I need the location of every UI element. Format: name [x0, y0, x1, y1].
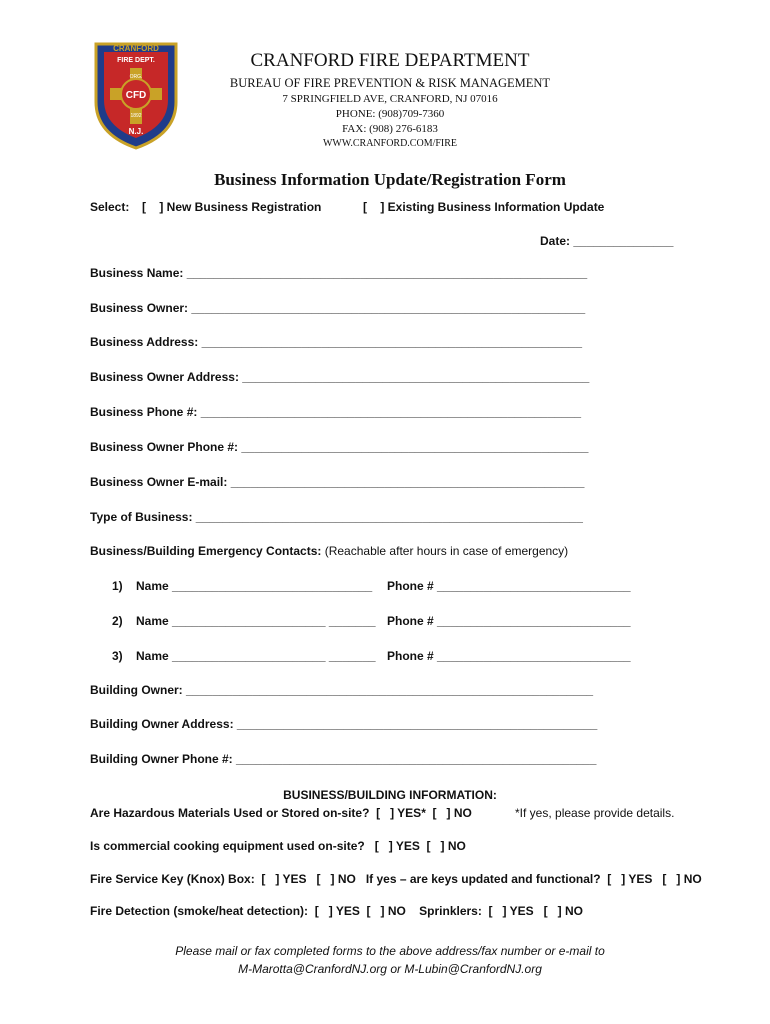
contact-3-name-field[interactable]: Name _______________________ _______: [136, 649, 376, 663]
building-info-heading: BUSINESS/BUILDING INFORMATION:: [283, 788, 497, 802]
business-owner-email-field[interactable]: Business Owner E-mail: _____________________________________________________: [90, 475, 585, 489]
footer-emails: M-Marotta@CranfordNJ.org or M-Lubin@CranfordNJ.org: [238, 962, 542, 976]
business-owner-field[interactable]: Business Owner: ___________________________________________________________: [90, 301, 586, 315]
contact-2-phone-field[interactable]: Phone # _____________________________: [387, 614, 631, 628]
department-website: WWW.CRANFORD.COM/FIRE: [322, 138, 458, 149]
department-fax: FAX: (908) 276-6183: [342, 123, 438, 135]
form-title: Business Information Update/Registration Form: [214, 170, 566, 189]
contact-1-phone-field[interactable]: Phone # _____________________________: [387, 579, 631, 593]
department-phone: PHONE: (908)709-7360: [335, 108, 445, 120]
contact-1-number: 1): [112, 579, 123, 593]
business-owner-phone-field[interactable]: Business Owner Phone #: ____________________________________________________: [90, 440, 589, 454]
knox-box-question[interactable]: Fire Service Key (Knox) Box: [ ] YES [ ] NO If yes – are keys updated and functional? [ ] YES [ ] NO: [90, 872, 702, 886]
contact-3-number: 3): [112, 649, 123, 663]
emergency-contacts-heading: [90, 544, 568, 558]
business-address-field[interactable]: Business Address: _________________________________________________________: [90, 335, 582, 349]
contact-3-phone-field[interactable]: Phone # _____________________________: [387, 649, 631, 663]
new-business-checkbox[interactable]: [ ] New Business Registration: [142, 200, 322, 214]
contact-1-name-field[interactable]: Name ______________________________: [136, 579, 373, 593]
building-owner-phone-field[interactable]: Building Owner Phone #: ______________________________________________________: [90, 752, 597, 766]
svg-text:CFD: CFD: [125, 90, 147, 101]
svg-text:FIRE DEPT.: FIRE DEPT.: [117, 57, 155, 64]
fire-department-logo: [90, 38, 182, 150]
svg-text:1892: 1892: [130, 113, 142, 119]
existing-business-checkbox[interactable]: [ ] Existing Business Information Update: [363, 200, 605, 214]
department-name: CRANFORD FIRE DEPARTMENT: [250, 50, 530, 71]
bureau-name: BUREAU OF FIRE PREVENTION & RISK MANAGEMENT: [229, 76, 551, 90]
emergency-contacts-label: Business/Building Emergency Contacts:: [90, 544, 322, 558]
business-name-field[interactable]: Business Name: ____________________________________________________________: [90, 266, 588, 280]
svg-text:N.J.: N.J.: [128, 127, 144, 136]
footer-instructions: Please mail or fax completed forms to the above address/fax number or e-mail to: [175, 944, 605, 958]
date-field[interactable]: Date: _______________: [540, 234, 674, 248]
fire-detection-question[interactable]: Fire Detection (smoke/heat detection): [ ] YES [ ] NO Sprinklers: [ ] YES [ ] NO: [90, 904, 583, 918]
business-owner-address-field[interactable]: Business Owner Address: ____________________________________________________: [90, 370, 590, 384]
building-owner-address-field[interactable]: Building Owner Address: ______________________________________________________: [90, 717, 598, 731]
hazmat-question[interactable]: Are Hazardous Materials Used or Stored on-site? [ ] YES* [ ] NO: [90, 806, 472, 820]
emergency-contacts-note: (Reachable after hours in case of emergency): [321, 544, 569, 558]
select-label: Select:: [90, 200, 130, 214]
business-phone-field[interactable]: Business Phone #: _________________________________________________________: [90, 405, 582, 419]
svg-text:CRANFORD: CRANFORD: [113, 44, 159, 53]
contact-2-number: 2): [112, 614, 123, 628]
type-of-business-field[interactable]: Type of Business: __________________________________________________________: [90, 510, 583, 524]
contact-2-name-field[interactable]: Name _______________________ _______: [136, 614, 376, 628]
building-owner-field[interactable]: Building Owner: _____________________________________________________________: [90, 683, 594, 697]
department-address: 7 SPRINGFIELD AVE, CRANFORD, NJ 07016: [282, 93, 498, 105]
cooking-question[interactable]: Is commercial cooking equipment used on-site? [ ] YES [ ] NO: [90, 839, 466, 853]
svg-text:ORG.: ORG.: [129, 74, 143, 80]
hazmat-note: *If yes, please provide details.: [515, 806, 675, 820]
